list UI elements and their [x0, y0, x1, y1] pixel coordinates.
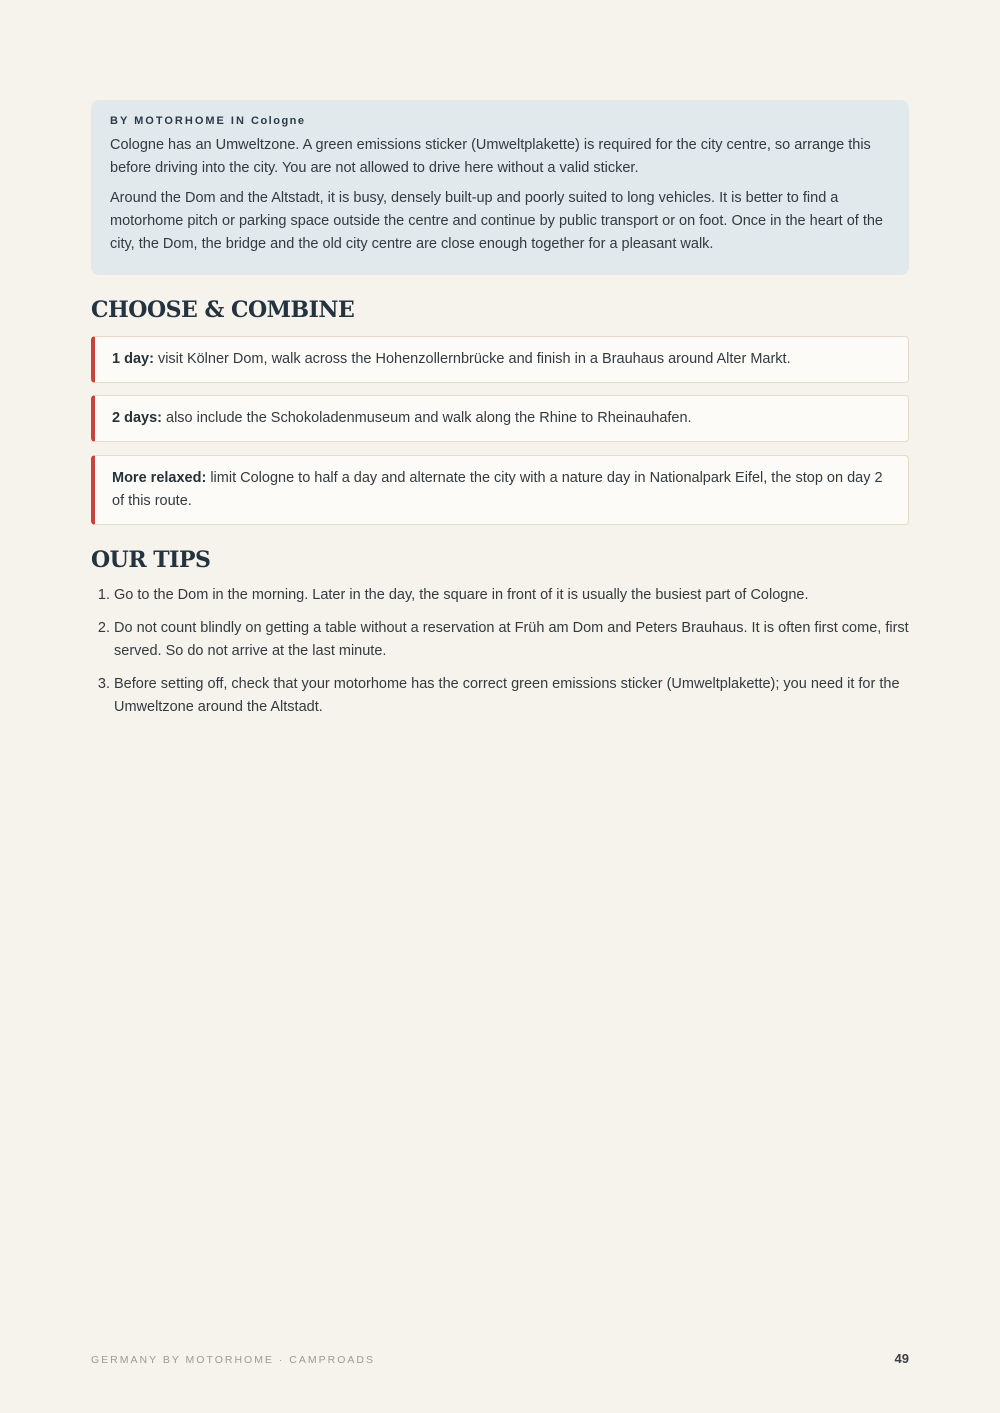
- info-box-paragraph: Around the Dom and the Altstadt, it is busy, densely built-up and poorly suited to long vehicles. It is better to find a motorhome pitch or parking space outside the centre and continue by public transport or on foot. Once in the heart of the city, the Dom, the bridge and the old city centre are close enough together for a pleasant walk.: [110, 190, 883, 252]
- tips-list: [91, 584, 909, 729]
- combine-option-text: also include the Schokoladenmuseum and walk along the Rhine to Rheinauhafen.: [161, 410, 692, 426]
- info-box-label-prefix: BY MOTORHOME IN: [110, 115, 246, 127]
- combine-option-more-relaxed: [91, 455, 909, 525]
- info-box-label-city: Cologne: [251, 115, 306, 127]
- combine-option-text: visit Kölner Dom, walk across the Hohenzollernbrücke and finish in a Brauhaus around Alter Markt.: [153, 351, 791, 367]
- combine-option-lead: 2 days:: [112, 410, 162, 426]
- tip-item: 2. Do not count blindly on getting a table without a reservation at Früh am Dom and Peters Brauhaus. It is often first come, first served. So do not arrive at the last minute.: [114, 617, 909, 663]
- choose-combine-heading: CHOOSE & COMBINE: [91, 297, 355, 323]
- combine-option-1-day: [91, 336, 909, 383]
- page-number: 49: [894, 1351, 909, 1366]
- footer-book-title: GERMANY BY MOTORHOME · CAMPROADS: [91, 1354, 375, 1366]
- combine-option-lead: More relaxed:: [112, 470, 207, 486]
- our-tips-heading: OUR TIPS: [91, 547, 211, 573]
- motorhome-info-box: [91, 100, 909, 275]
- combine-option-2-days: [91, 395, 909, 442]
- tip-item: 1. Go to the Dom in the morning. Later in the day, the square in front of it is usually the busiest part of Cologne.: [114, 584, 909, 607]
- combine-option-lead: 1 day:: [112, 351, 154, 367]
- info-box-paragraph: Cologne has an Umweltzone. A green emissions sticker (Umweltplakette) is required for the city centre, so arrange this before driving into the city. You are not allowed to drive here without a valid sticker.: [110, 137, 871, 176]
- tip-item: 3. Before setting off, check that your motorhome has the correct green emissions sticker (Umweltplakette); you need it for the Umweltzone around the Altstadt.: [114, 673, 909, 719]
- combine-option-text: limit Cologne to half a day and alternate the city with a nature day in Nationalpark Eifel, the stop on day 2 of this route.: [112, 470, 883, 509]
- info-box-label: [110, 114, 890, 128]
